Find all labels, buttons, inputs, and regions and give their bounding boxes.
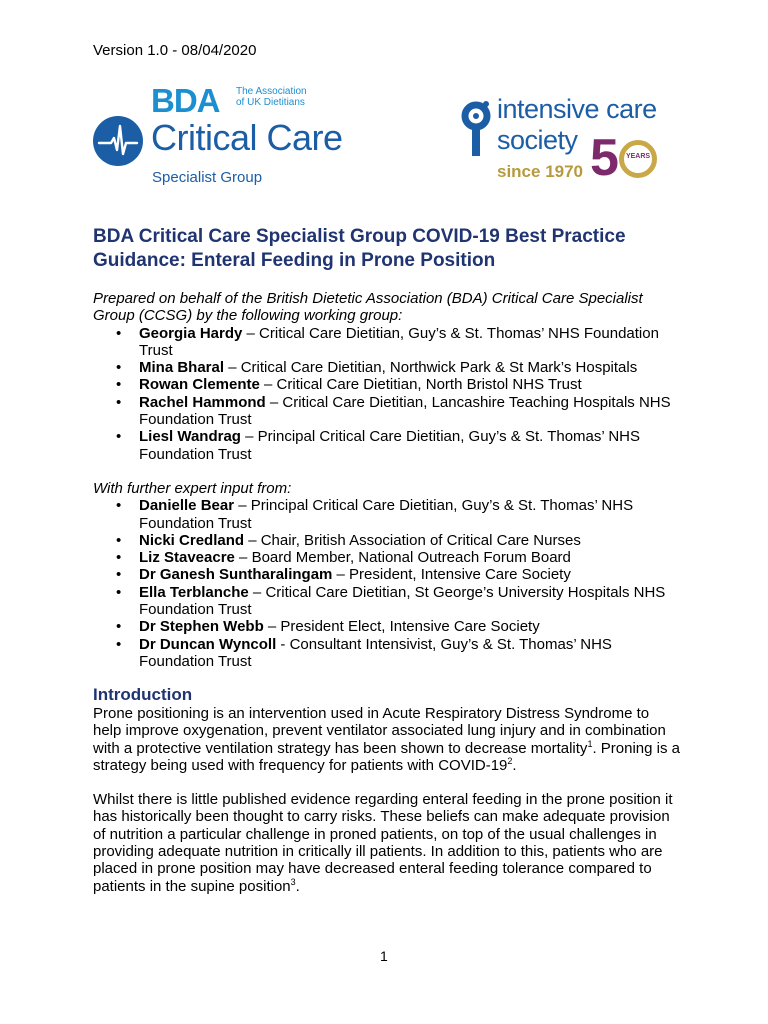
bda-logo-subtext — [236, 86, 307, 108]
page-number: 1 — [380, 948, 388, 964]
ics-logo-since: since 1970 — [497, 162, 584, 181]
list-item: • Rowan Clemente – Critical Care Dietitian, North Bristol NHS Trust — [93, 376, 680, 393]
bda-logo-subtitle: Specialist Group — [152, 169, 263, 186]
list-item: • Danielle Bear – Principal Critical Care Dietitian, Guy’s & St. Thomas’ NHS Foundation Trust — [93, 497, 680, 532]
list-item: • Dr Duncan Wyncoll - Consultant Intensivist, Guy’s & St. Thomas’ NHS Foundation Trust — [93, 636, 680, 671]
heartbeat-icon — [93, 116, 143, 166]
bda-logo-sub-line2: of UK Dietitians — [236, 97, 305, 108]
intro-paragraph-1: Prone positioning is an intervention used in Acute Respiratory Distress Syndrome to help improve oxygenation, prevent ventilator associated lung injury and in combination with a protective ventilation strategy has been shown to decrease mortality$^1$. Proning is a strategy being used with frequency for patients with COVID-$19^2$. — [93, 705, 680, 774]
bda-logo-sub-line1: The Association — [236, 86, 307, 97]
list-item: • Dr Stephen Webb – President Elect, Intensive Care Society — [93, 618, 680, 635]
ics-mark-icon — [456, 100, 492, 160]
list-item: • Mina Bharal – Critical Care Dietitian, Northwick Park & St Mark’s Hospitals — [93, 359, 680, 376]
ics-logo-line2: society — [497, 125, 578, 155]
intro-heading: Introduction — [93, 685, 193, 704]
expert-intro: With further expert input from: — [93, 479, 292, 497]
bda-logo-title: Critical Care — [151, 117, 343, 158]
list-item: • Liz Staveacre – Board Member, National Outreach Forum Board — [93, 549, 680, 566]
list-item: • Georgia Hardy – Critical Care Dietitian, Guy’s & St. Thomas’ NHS Foundation Trust — [93, 325, 680, 360]
working-group-list — [93, 325, 680, 463]
prepared-intro: Prepared on behalf of the British Dietetic Association (BDA) Critical Care Specialist Group (CCSG) by the following working group: — [93, 290, 643, 325]
list-item: • Nicki Credland – Chair, British Association of Critical Care Nurses — [93, 532, 680, 549]
version-label: Version 1.0 - 08/04/2020 — [93, 42, 257, 59]
ics-logo-years: YEARS — [625, 153, 651, 160]
intro-section — [93, 705, 680, 895]
expert-list — [93, 497, 680, 670]
document-title: BDA Critical Care Specialist Group COVID-19 Best Practice Guidance: Enteral Feeding in Prone Position — [93, 226, 626, 271]
list-item: • Liesl Wandrag – Principal Critical Care Dietitian, Guy’s & St. Thomas’ NHS Foundation Trust — [93, 428, 680, 463]
ics-logo-fifty: 5 — [590, 129, 616, 187]
list-item: • Ella Terblanche – Critical Care Dietitian, St George’s University Hospitals NHS Foundation Trust — [93, 584, 680, 619]
list-item: • Dr Ganesh Suntharalingam – President, Intensive Care Society — [93, 566, 680, 583]
bda-logo-word: BDA — [151, 82, 220, 119]
list-item: • Rachel Hammond – Critical Care Dietitian, Lancashire Teaching Hospitals NHS Foundation Trust — [93, 394, 680, 429]
intro-paragraph-2: Whilst there is little published evidence regarding enteral feeding in the prone position it has historically been thought to carry risks. These beliefs can make adequate provision of nutrition a particular challenge in proned patients, on top of the usual challenges in providing adequate nutrition in critically ill patients. In addition to this, patients who are placed in prone position may have decreased enteral feeding tolerance compared to patients in the supine position$^3$. — [93, 791, 673, 895]
body-section — [93, 290, 680, 670]
ics-logo-line1: intensive care — [497, 94, 657, 124]
